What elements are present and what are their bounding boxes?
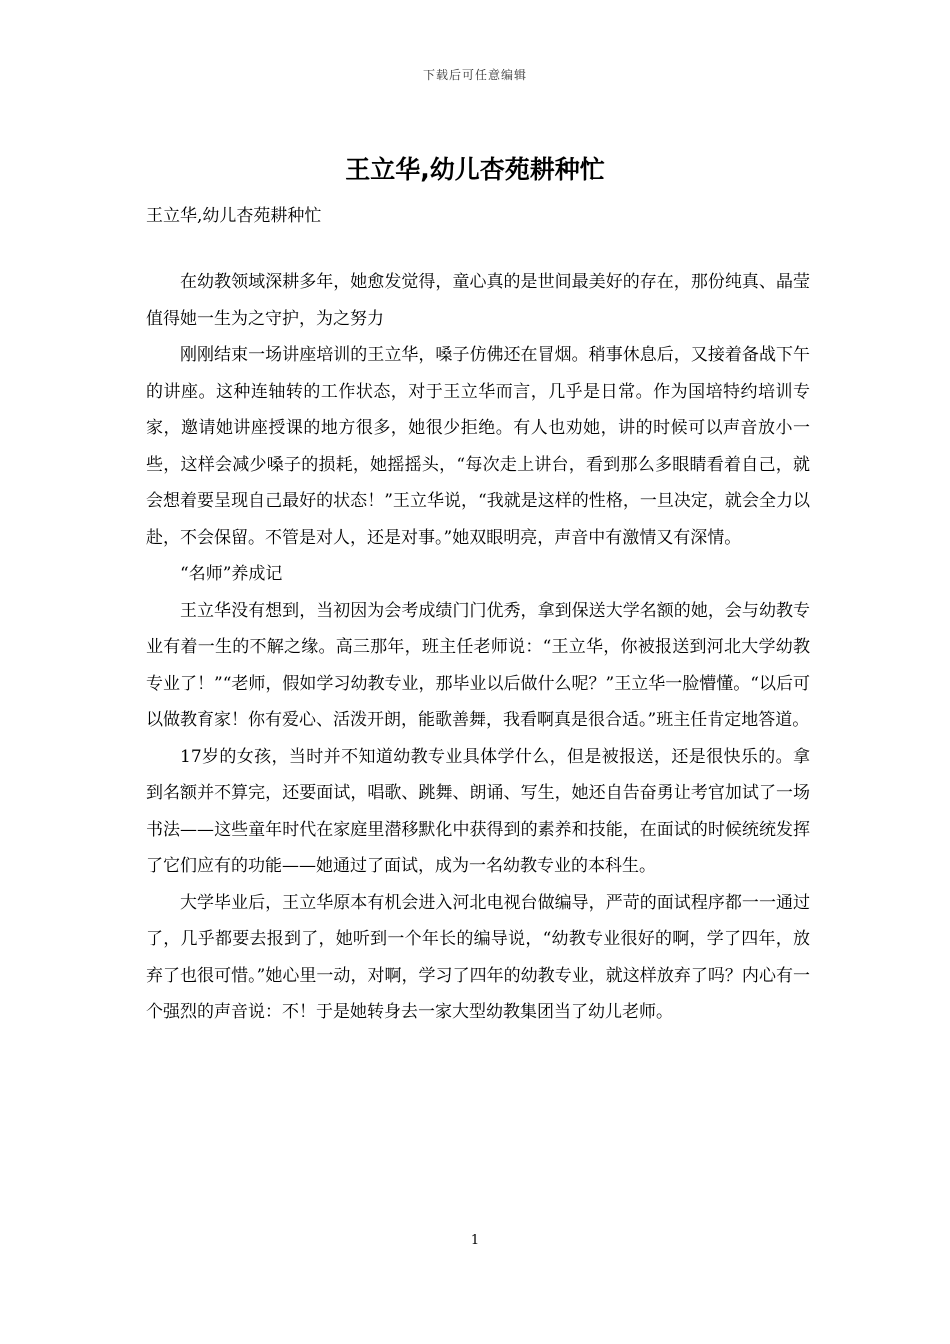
page-header-note: 下载后可任意编辑 — [422, 68, 527, 82]
paragraph: 王立华没有想到，当初因为会考成绩门门优秀，拿到保送大学名额的她，会与幼教专业有着一生的不解之缘。高三那年，班主任老师说：“王立华，你被报送到河北大学幼教专业了！”“老师，假如学习幼教专业，那毕业以后做什么呢？”王立华一脸懵懂。“以后可以做教育家！你有爱心、活泼开朗，能歌善舞，我看啊真是很合适。”班主任肯定地答道。 — [146, 600, 810, 730]
paragraph: 刚刚结束一场讲座培训的王立华，嗓子仿佛还在冒烟。稍事休息后，又接着备战下午的讲座。这种连轴转的工作状态，对于王立华而言，几乎是日常。作为国培特约培训专家，邀请她讲座授课的地方很多，她很少拒绝。有人也劝她，讲的时候可以声音放小一些，这样会减少嗓子的损耗，她摇摇头，“每次走上讲台，看到那么多眼睛看着自己，就会想着要呈现自己最好的状态！”王立华说，“我就是这样的性格，一旦决定，就会全力以赴，不会保留。不管是对人，还是对事。”她双眼明亮，声音中有激情又有深情。 — [146, 345, 810, 548]
section-heading: “名师”养成记 — [180, 564, 283, 584]
document-title: 王立华,幼儿杏苑耕种忙 — [345, 155, 605, 184]
paragraph: 在幼教领域深耕多年，她愈发觉得，童心真的是世间最美好的存在，那份纯真、晶莹值得她一生为之守护，为之努力 — [146, 272, 810, 329]
document-body — [146, 264, 810, 1031]
paragraph: 17岁的女孩，当时并不知道幼教专业具体学什么，但是被报送，还是很快乐的。拿到名额并不算完，还要面试，唱歌、跳舞、朗诵、写生，她还自告奋勇让考官加试了一场书法——这些童年时代在家庭里潜移默化中获得到的素养和技能，在面试的时候统统发挥了它们应有的功能——她通过了面试，成为一名幼教专业的本科生。 — [146, 746, 810, 876]
page-number: 1 — [470, 1233, 480, 1248]
paragraph: 大学毕业后，王立华原本有机会进入河北电视台做编导，严苛的面试程序都一一通过了，几乎都要去报到了，她听到一个年长的编导说，“幼教专业很好的啊，学了四年，放弃了也很可惜。”她心里一动，对啊，学习了四年的幼教专业，就这样放弃了吗？内心有一个强烈的声音说：不！于是她转身去一家大型幼教集团当了幼儿老师。 — [146, 892, 810, 1022]
document-subtitle: 王立华,幼儿杏苑耕种忙 — [146, 206, 322, 226]
